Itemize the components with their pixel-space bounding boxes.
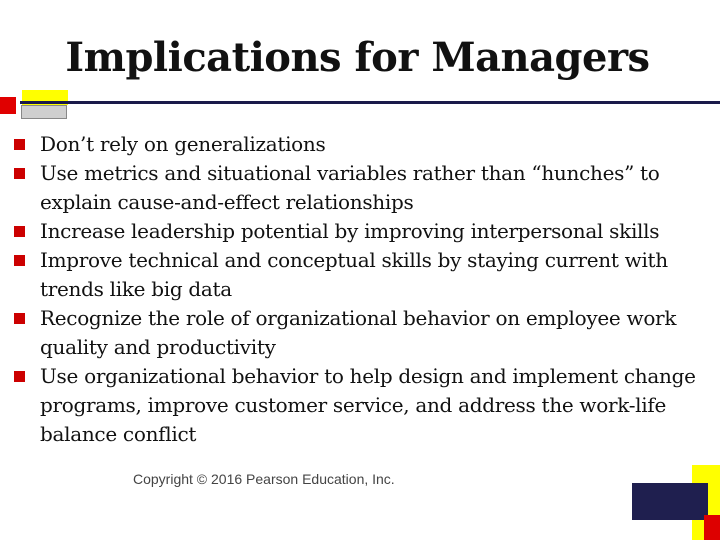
copyright-text: Copyright © 2016 Pearson Education, Inc.: [133, 471, 395, 487]
bullet-text: Use organizational behavior to help design and implement change programs, improve customer service, and address the work-life balance conflict: [40, 364, 696, 446]
title-bar-gray-block: [21, 105, 67, 119]
square-bullet-icon: [14, 168, 25, 179]
page-number-box: [632, 483, 708, 520]
list-item: [12, 362, 702, 449]
page-number: 1-23: [660, 471, 684, 483]
corner-red-block: [704, 515, 720, 540]
bullet-text: Improve technical and conceptual skills by staying current with trends like big data: [40, 248, 668, 301]
title-underline: [20, 101, 720, 104]
slide-title: Implications for Managers: [65, 34, 650, 81]
square-bullet-icon: [14, 226, 25, 237]
bullet-text: Use metrics and situational variables rather than “hunches” to explain cause-and-effect relationships: [40, 161, 660, 214]
list-item: [12, 246, 702, 304]
square-bullet-icon: [14, 313, 25, 324]
title-bar-red-block: [0, 97, 16, 114]
bullet-list: [12, 130, 702, 449]
list-item: [12, 304, 702, 362]
square-bullet-icon: [14, 139, 25, 150]
list-item: [12, 159, 702, 217]
bullet-text: Increase leadership potential by improving interpersonal skills: [40, 219, 660, 243]
list-item: [12, 217, 702, 246]
bullet-text: Don’t rely on generalizations: [40, 132, 326, 156]
list-item: [12, 130, 702, 159]
square-bullet-icon: [14, 371, 25, 382]
bullet-text: Recognize the role of organizational behavior on employee work quality and productivity: [40, 306, 677, 359]
square-bullet-icon: [14, 255, 25, 266]
